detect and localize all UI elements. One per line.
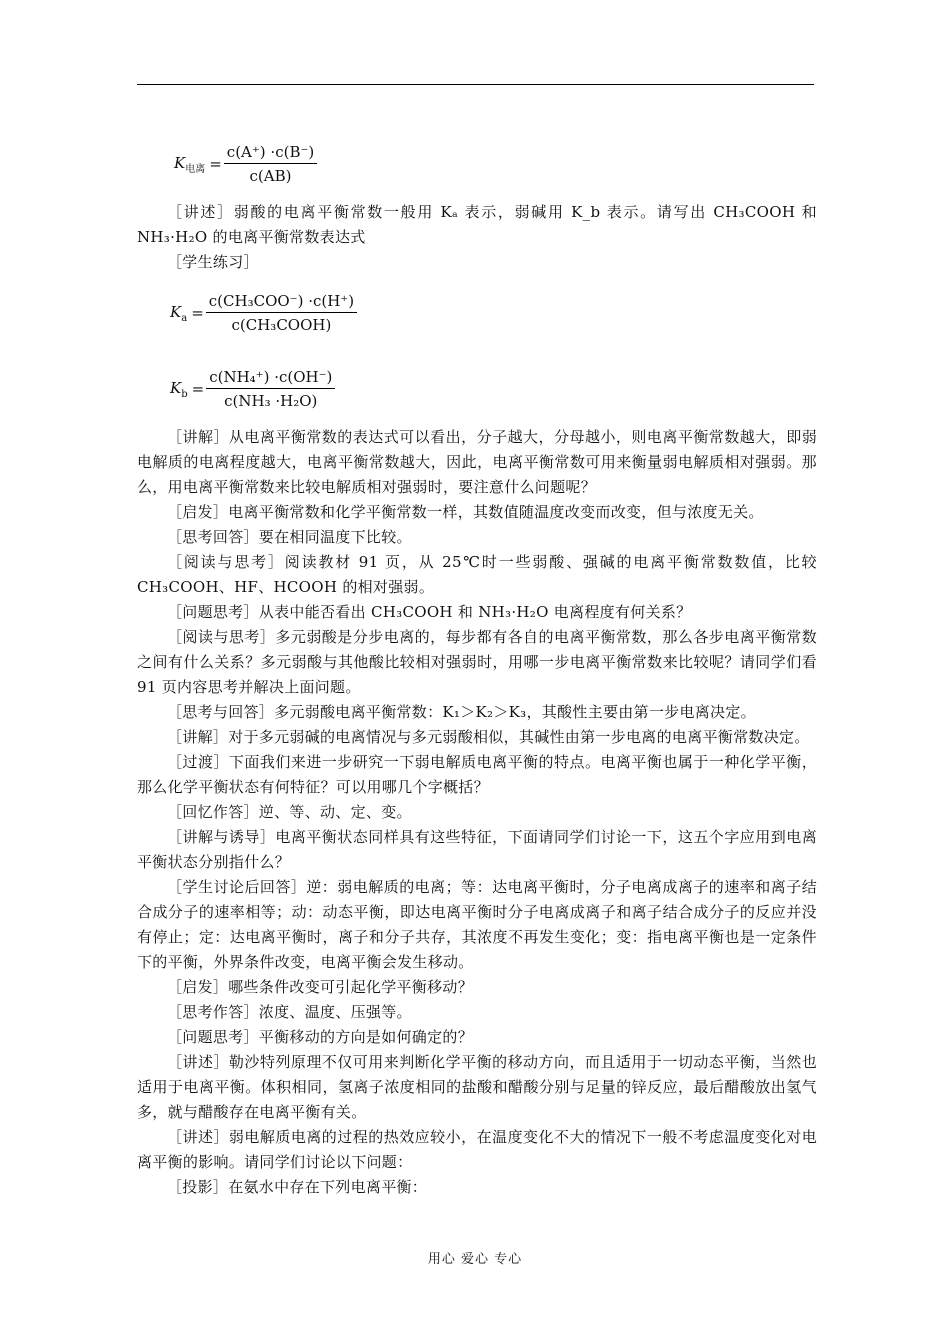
paragraph: ［问题思考］平衡移动的方向是如何确定的？: [167, 1028, 474, 1046]
formula-denominator: c(NH₃ ·H₂O): [224, 392, 318, 410]
formula-denominator: c(CH₃COOH): [231, 316, 332, 334]
formula-numerator: c(CH₃COO⁻) ·c(H⁺): [206, 292, 357, 313]
text-block-1: [137, 200, 817, 275]
page-footer: 用心 爱心 专心: [427, 1252, 523, 1267]
formula-lhs: $K_b$: [170, 378, 188, 400]
formula-equals: =: [191, 380, 205, 398]
paragraph: ［问题思考］从表中能否看出 CH₃COOH 和 NH₃·H₂O 电离程度有何关系？: [167, 603, 692, 621]
formula-fraction: [206, 292, 357, 334]
formula-lhs: $K_a$: [170, 302, 188, 324]
formula-kb: [170, 368, 335, 410]
paragraph: ［讲解与诱导］电离平衡状态同样具有这些特征，下面请同学们讨论一下，这五个字应用到电离平衡状态分别指什么？: [137, 828, 817, 871]
paragraph: ［讲解］从电离平衡常数的表达式可以看出，分子越大，分母越小，则电离平衡常数越大，即弱电解质的电离程度越大，电离平衡常数越大，因此，电离平衡常数可用来衡量弱电解质相对强弱。那么，用电离平衡常数来比较电解质相对强弱时，要注意什么问题呢？: [137, 428, 817, 496]
paragraph: ［讲述］勒沙特列原理不仅可用来判断化学平衡的移动方向，而且适用于一切动态平衡，当然也适用于电离平衡。体积相同，氢离子浓度相同的盐酸和醋酸分别与足量的锌反应，最后醋酸放出氢气多，就与醋酸存在电离平衡有关。: [137, 1053, 817, 1121]
paragraph: ［投影］在氨水中存在下列电离平衡：: [167, 1178, 428, 1196]
paragraph: ［讲述］弱酸的电离平衡常数一般用 Kₐ 表示，弱碱用 K_b 表示。请写出 CH₃COOH 和 NH₃·H₂O 的电离平衡常数表达式: [137, 203, 817, 246]
paragraph: ［启发］电离平衡常数和化学平衡常数一样，其数值随温度改变而改变，但与浓度无关。: [167, 503, 764, 521]
paragraph: ［过渡］下面我们来进一步研究一下弱电解质电离平衡的特点。电离平衡也属于一种化学平衡，那么化学平衡状态有何特征？可以用哪几个字概括？: [137, 753, 817, 796]
paragraph: ［学生练习］: [167, 253, 259, 271]
formula-denominator: c(AB): [249, 167, 292, 185]
paragraph: ［思考与回答］多元弱酸电离平衡常数：K₁＞K₂＞K₃，其酸性主要由第一步电离决定。: [167, 703, 756, 721]
header-rule: [137, 84, 814, 85]
formula-k-ionization: [174, 143, 317, 185]
formula-numerator: c(NH₄⁺) ·c(OH⁻): [206, 368, 335, 389]
paragraph: ［思考作答］浓度、温度、压强等。: [167, 1003, 412, 1021]
paragraph: ［回忆作答］逆、等、动、定、变。: [167, 803, 412, 821]
paragraph: ［启发］哪些条件改变可引起化学平衡移动？: [167, 978, 474, 996]
formula-lhs: $K_{电离}$: [174, 153, 206, 175]
formula-fraction: [206, 368, 335, 410]
paragraph: ［讲述］弱电解质电离的过程的热效应较小，在温度变化不大的情况下一般不考虑温度变化对电离平衡的影响。请同学们讨论以下问题：: [137, 1128, 817, 1171]
paragraph: ［思考回答］要在相同温度下比较。: [167, 528, 412, 546]
formula-fraction: [224, 143, 317, 185]
paragraph: ［阅读与思考］阅读教材 91 页，从 25℃时一些弱酸、强碱的电离平衡常数数值，比较 CH₃COOH、HF、HCOOH 的相对强弱。: [137, 553, 817, 596]
formula-numerator: c(A⁺) ·c(B⁻): [224, 143, 317, 164]
paragraph: ［阅读与思考］多元弱酸是分步电离的，每步都有各自的电离平衡常数，那么各步电离平衡常数之间有什么关系？多元弱酸与其他酸比较相对强弱时，用哪一步电离平衡常数来比较呢？请同学们看 91 页内容思考并解决上面问题。: [137, 628, 817, 696]
formula-ka: [170, 292, 357, 334]
paragraph: ［学生讨论后回答］逆：弱电解质的电离；等：达电离平衡时，分子电离成离子的速率和离子结合成分子的速率相等；动：动态平衡，即达电离平衡时分子电离成离子和离子结合成分子的反应并没有停止；定：达电离平衡时，离子和分子共存，其浓度不再发生变化；变：指电离平衡也是一定条件下的平衡，外界条件改变，电离平衡会发生移动。: [137, 878, 817, 971]
text-block-2: [137, 425, 817, 1200]
formula-equals: =: [209, 155, 222, 173]
paragraph: ［讲解］对于多元弱碱的电离情况与多元弱酸相似，其碱性由第一步电离的电离平衡常数决定。: [167, 728, 810, 746]
formula-equals: =: [191, 304, 204, 322]
